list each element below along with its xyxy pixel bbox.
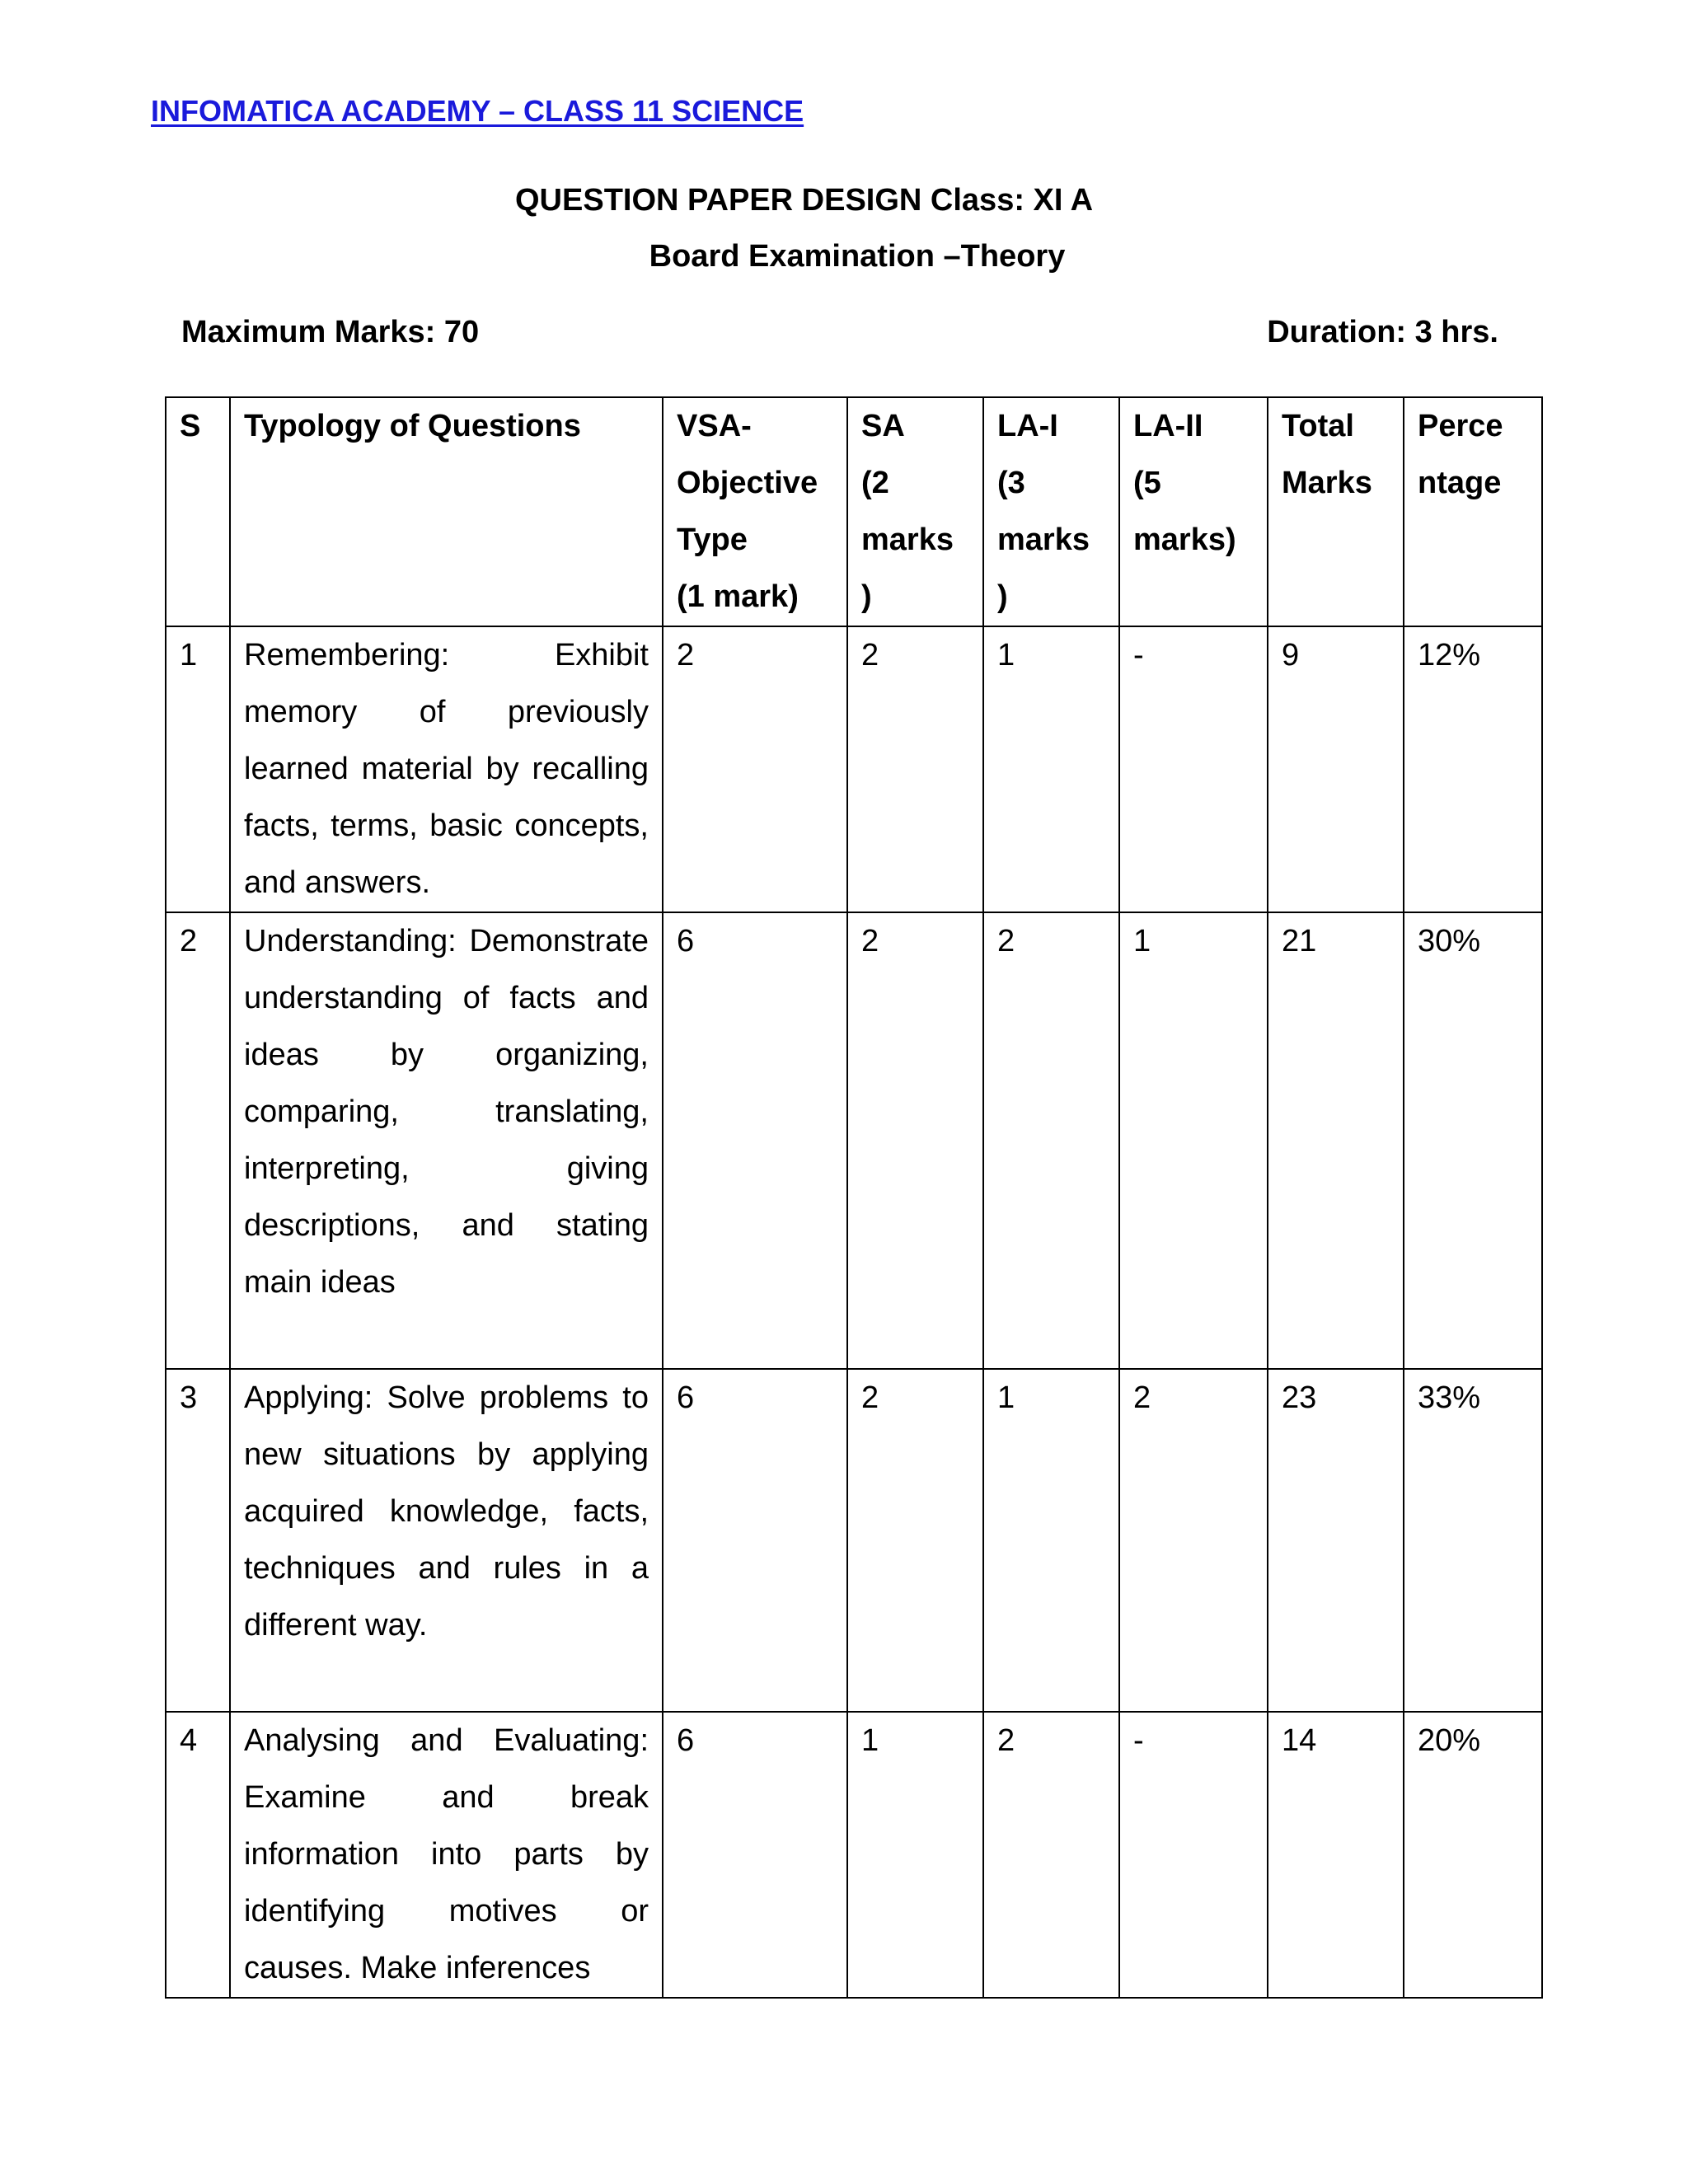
cell-vsa: 6 — [663, 1712, 847, 1998]
cell-typology: Analysing and Evaluating: Examine and break information into parts by identifying motives or causes. Make inferences — [230, 1712, 663, 1998]
header-s — [166, 397, 230, 626]
cell-sa: 2 — [847, 1369, 983, 1712]
cell-total: 23 — [1268, 1369, 1404, 1712]
maximum-marks: Maximum Marks: 70 — [181, 315, 480, 349]
cell-percentage: 20% — [1404, 1712, 1542, 1998]
header-la1-text: LA-I (3 marks ) — [997, 409, 1090, 614]
academy-header-link[interactable]: INFOMATICA ACADEMY – CLASS 11 SCIENCE — [151, 94, 804, 128]
question-design-table — [165, 396, 1543, 1999]
header-s-text: S — [180, 409, 201, 443]
cell-total: 14 — [1268, 1712, 1404, 1998]
cell-la2: - — [1119, 1712, 1268, 1998]
cell-sa: 1 — [847, 1712, 983, 1998]
cell-sa: 2 — [847, 626, 983, 912]
header-la1 — [983, 397, 1119, 626]
header-la2 — [1119, 397, 1268, 626]
cell-typology: Understanding: Demonstrate understanding of facts and ideas by organizing, comparing, translating, interpreting, giving descriptions, and stating main ideas — [230, 912, 663, 1369]
cell-percentage: 33% — [1404, 1369, 1542, 1712]
header-sa-text: SA (2 marks ) — [861, 409, 954, 614]
cell-typology: Remembering: Exhibit memory of previously learned material by recalling facts, terms, basic concepts, and answers. — [230, 626, 663, 912]
cell-la1: 1 — [983, 626, 1119, 912]
cell-vsa: 6 — [663, 912, 847, 1369]
cell-total: 9 — [1268, 626, 1404, 912]
cell-s: 4 — [166, 1712, 230, 1998]
header-vsa — [663, 397, 847, 626]
cell-la2: 1 — [1119, 912, 1268, 1369]
cell-la1: 2 — [983, 1712, 1119, 1998]
cell-typology: Applying: Solve problems to new situations by applying acquired knowledge, facts, techniques and rules in a different way. — [230, 1369, 663, 1712]
cell-s: 2 — [166, 912, 230, 1369]
cell-percentage: 12% — [1404, 626, 1542, 912]
page-subtitle — [0, 239, 1688, 274]
table-row — [166, 1369, 1542, 1712]
page-title: QUESTION PAPER DESIGN Class: XI A — [515, 183, 1094, 218]
cell-s: 1 — [166, 626, 230, 912]
cell-percentage: 30% — [1404, 912, 1542, 1369]
header-sa — [847, 397, 983, 626]
header-typology — [230, 397, 663, 626]
cell-vsa: 2 — [663, 626, 847, 912]
table-row — [166, 626, 1542, 912]
cell-s: 3 — [166, 1369, 230, 1712]
header-total-text: Total Marks — [1282, 409, 1372, 500]
table-row — [166, 1712, 1542, 1998]
cell-la1: 2 — [983, 912, 1119, 1369]
subtitle-text: Board Examination –Theory — [649, 239, 1066, 274]
cell-la1: 1 — [983, 1369, 1119, 1712]
header-total — [1268, 397, 1404, 626]
header-vsa-text: VSA- Objective Type (1 mark) — [677, 409, 818, 614]
header-percentage-text: Perce ntage — [1418, 409, 1503, 500]
cell-la2: 2 — [1119, 1369, 1268, 1712]
cell-total: 21 — [1268, 912, 1404, 1369]
duration: Duration: 3 hrs. — [1267, 315, 1498, 349]
table-header-row — [166, 397, 1542, 626]
header-percentage — [1404, 397, 1542, 626]
cell-sa: 2 — [847, 912, 983, 1369]
cell-la2: - — [1119, 626, 1268, 912]
header-typology-text: Typology of Questions — [244, 409, 581, 443]
table-row — [166, 912, 1542, 1369]
header-la2-text: LA-II (5 marks) — [1133, 409, 1236, 557]
cell-vsa: 6 — [663, 1369, 847, 1712]
